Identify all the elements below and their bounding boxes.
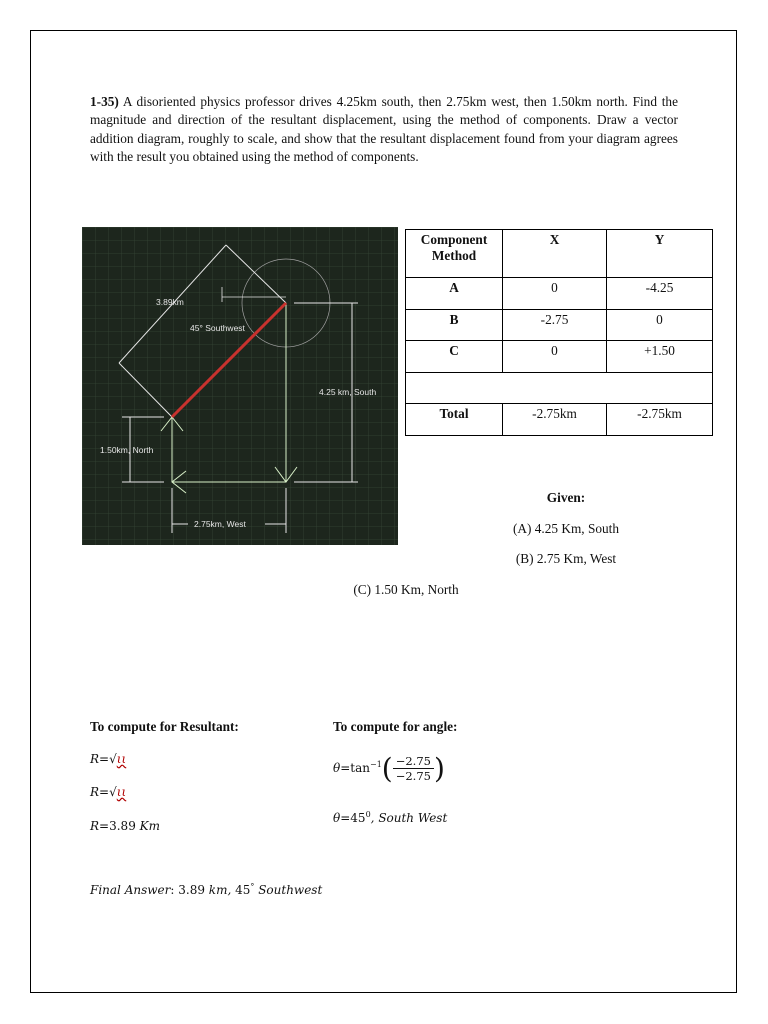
angle-value: 45 — [350, 811, 366, 825]
final-angle: 45 — [235, 883, 251, 897]
row-label: C — [406, 341, 503, 373]
angle-denominator: −2.75 — [395, 769, 431, 783]
row-label: B — [406, 310, 503, 341]
diagram-grid — [82, 227, 398, 545]
angle-eq-1: $\theta=\tan^{-1}$( $\frac{-2.75}{-2.75}$ ) — [333, 752, 445, 785]
vector-diagram — [82, 227, 398, 545]
table-row — [406, 310, 713, 341]
table-row-empty — [406, 373, 713, 404]
given-a: (A) 4.25 Km, South — [512, 521, 619, 536]
cell-y: -2.75km — [607, 404, 713, 436]
resultant-eq-3: R=3.89 Km — [90, 819, 160, 833]
problem-statement — [90, 93, 678, 167]
label-resultant: 3.89km — [156, 297, 184, 307]
given-c: (C) 1.50 Km, North — [353, 582, 459, 597]
resultant-unit: Km — [139, 819, 160, 833]
cell-y: 0 — [607, 310, 713, 341]
resultant-symbol: R — [90, 785, 100, 799]
table-row-total — [406, 404, 713, 436]
resultant-symbol: R — [90, 752, 100, 766]
header-component-method: Component Method — [406, 230, 503, 278]
component-table — [405, 229, 713, 436]
label-south: 4.25 km, South — [319, 387, 377, 397]
label-angle: 45° Southwest — [190, 323, 245, 333]
angle-numerator: −2.75 — [393, 754, 434, 769]
cell-x: 0 — [503, 341, 607, 373]
cell-y: +1.50 — [607, 341, 713, 373]
resultant-heading: To compute for Resultant: — [90, 719, 239, 734]
final-unit: km — [208, 883, 228, 897]
cell-x: -2.75km — [503, 404, 607, 436]
label-north: 1.50km, North — [100, 445, 154, 455]
row-label: A — [406, 278, 503, 310]
header-y: Y — [607, 230, 713, 278]
given-title: Given: — [546, 490, 586, 505]
cell-x: 0 — [503, 278, 607, 310]
angle-eq-2: $\theta=45^0$, South West — [333, 810, 448, 825]
cell-x: -2.75 — [503, 310, 607, 341]
resultant-value: 3.89 — [109, 819, 136, 833]
resultant-eq-2: R=√ιι — [90, 785, 127, 799]
empty-cell — [406, 373, 713, 404]
cell-y: -4.25 — [607, 278, 713, 310]
final-direction: Southwest — [258, 883, 323, 897]
final-label: Final Answer — [90, 883, 171, 897]
row-label: Total — [406, 404, 503, 436]
final-answer: Final Answer: 3.89 km, 45° Southwest — [90, 882, 323, 897]
given-b: (B) 2.75 Km, West — [515, 551, 617, 566]
header-x: X — [503, 230, 607, 278]
problem-text: A disoriented physics professor drives 4.25km south, then 2.75km west, then 1.50km north. Find the magnitude and direction of the resultant displacement, using the method of components. Draw a vector addition diagram, roughly to scale, and show that the resultant displacement found from your diagram agrees with the result you obtained using the method of components. — [90, 94, 678, 165]
table-row — [406, 341, 713, 373]
label-west: 2.75km, West — [194, 519, 246, 529]
final-value: 3.89 — [178, 883, 205, 897]
table-row — [406, 278, 713, 310]
angle-direction: South West — [378, 811, 448, 825]
angle-heading: To compute for angle: — [333, 719, 458, 734]
table-header-row — [406, 230, 713, 278]
resultant-eq-1: R=√ιι — [90, 752, 127, 766]
problem-number: 1-35) — [90, 94, 119, 109]
